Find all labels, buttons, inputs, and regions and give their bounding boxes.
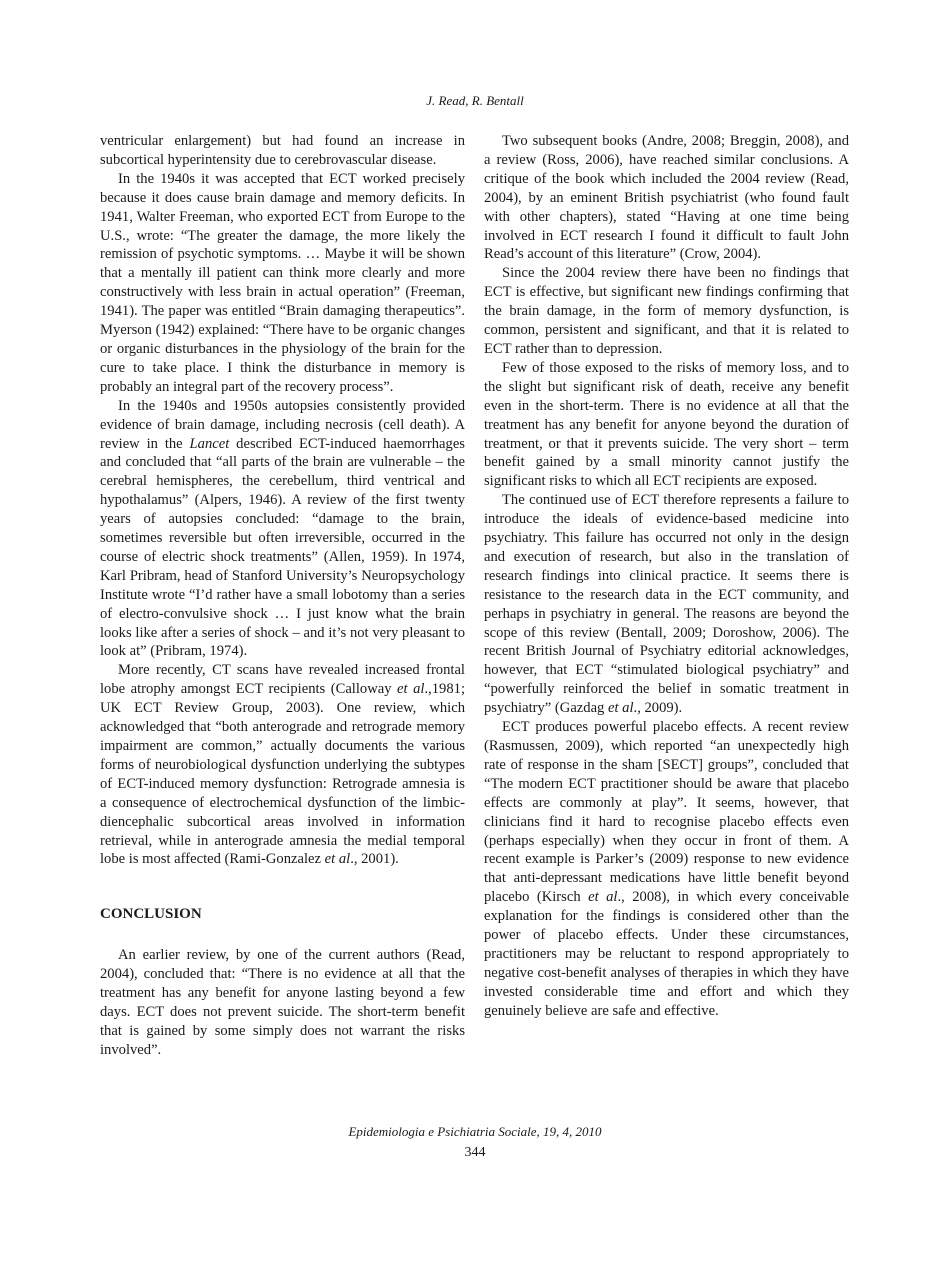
- paragraph: In the 1940s it was accepted that ECT worked precisely because it does cause brain damage and memory deficits. In 1941, Walter Freeman, who exported ECT from Europe to the U.S., wrote: “The greater the damage, the more likely the remission of psychotic symptoms. … Maybe it will be shown that a mentally ill patient can think more clearly and more constructively with less brain in actual operation” (Freeman, 1941). The paper was entitled “Brain damaging therapeutics”. Myerson (1942) explained: “There have to be organic changes or organic disturbances in the physiology of the brain for the cure to take place. I think the disturbance in memory is probably an integral part of the recovery process”.: [100, 170, 465, 395]
- italic-text: et al: [397, 681, 425, 698]
- left-column: [100, 132, 465, 1060]
- paragraph: Few of those exposed to the risks of memory loss, and to the slight but significant risk of death, receive any benefit even in the short-term. There is no evidence at all that the treatment has any benefit for anyone beyond the duration of treatment, or that it prevents suicide. The very short – term benefit gained by a small minority cannot justify the significant risks to which all ECT recipients are exposed.: [484, 359, 849, 490]
- journal-footer: Epidemiologia e Psichiatria Sociale, 19, 4, 2010: [348, 1124, 602, 1139]
- italic-text: et al: [324, 851, 351, 868]
- italic-text: et al: [588, 889, 618, 906]
- right-column: [484, 132, 849, 1021]
- page-number: 344: [464, 1145, 486, 1160]
- running-head: J. Read, R. Bentall: [426, 93, 524, 108]
- paragraph: [100, 397, 465, 662]
- paragraph: Since the 2004 review there have been no findings that ECT is effective, but significant new findings confirming that the brain damage, in the form of memory dysfunction, is common, persistent and significant, and that it is related to ECT rather than to depression.: [484, 265, 849, 357]
- text-span: More recently, CT scans have revealed increased frontal lobe atrophy amongst ECT recipients (Calloway: [100, 662, 465, 698]
- text-span: described ECT-induced haemorrhages and concluded that “all parts of the brain are vulnerable – the cerebral hemispheres, the cerebellum, third ventrical and hypothalamus” (Alpers, 1946). A review of the first twenty years of autopsies concluded: “damage to the brain, sometimes reversible but often irreversible, occurred in the course of electric shock treatments” (Allen, 1959). In 1974, Karl Pribram, head of Stanford University’s Neuropsychology Institute wrote “I’d rather have a small lobotomy than a series of electro-convulsive shock … I just know what the brain looks like after a series of shock – and it’s not very pleasant to look at” (Pribram, 1974).: [100, 435, 465, 660]
- text-span: ., 2001).: [350, 851, 399, 868]
- paragraph: [484, 491, 849, 718]
- text-span: ., 2009).: [633, 700, 683, 717]
- paragraph: [100, 661, 465, 869]
- text-span: ., 2008), in which every conceivable explanation for the findings is considered other than the power of placebo effects. Under these circumstances, practitioners may be reluctant to respond appropriately to negative cost-benefit analyses of therapies in which they have invested considerable time and effort and which they genuinely believe are safe and effective.: [484, 889, 849, 1019]
- text-span: .,1981; UK ECT Review Group, 2003). One review, which acknowledged that “both anterograde and retrograde memory impairment are common,” actually documents the various forms of neurobiological dysfunction underlying the subtypes of ECT-induced memory dysfunction: Retrograde amnesia is a consequence of electrochemical dysfunction of the limbic-diencephalic subcortical areas involved in information retrieval, while in anterograde amnesia the medial temporal lobe is most affected (Rami-Gonzalez: [100, 681, 465, 868]
- paragraph: An earlier review, by one of the current authors (Read, 2004), concluded that: “There is no evidence at all that the treatment has any benefit for anyone lasting beyond a few days. ECT does not prevent suicide. The short-term benefit that is gained by some simply does not warrant the risks involved”.: [100, 947, 465, 1058]
- paragraph: [484, 718, 849, 1021]
- section-heading: CONCLUSION: [100, 906, 202, 923]
- text-span: ECT produces powerful placebo effects. A recent review (Rasmussen, 2009), which reported “an unexpectedly high rate of response in the sham [SECT] groups”, concluded that “The modern ECT practitioner should be aware that placebo effects are commonly at play”. It seems, however, that clinicians find it hard to recognise placebo effects even (perhaps especially) when they occur in front of them. A recent example is Parker’s (2009) response to new evidence that anti-depressant medications have little benefit beyond placebo (Kirsch: [484, 719, 849, 906]
- italic-text: Lancet: [189, 435, 230, 452]
- text-span: In the 1940s and 1950s autopsies consistently provided evidence of brain damage, including necrosis (cell death). A review in the: [100, 397, 465, 452]
- paragraph: ventricular enlargement) but had found an increase in subcortical hyperintensity due to cerebrovascular disease.: [100, 133, 465, 168]
- text-span: The continued use of ECT therefore represents a failure to introduce the ideals of evidence-based medicine into psychiatry. This failure has occurred not only in the design and execution of research, but also in the translation of research findings into clinical practice. It seems there is resistance to the research data in the ECT community, and perhaps in psychiatry in general. The reasons are beyond the scope of this review (Bentall, 2009; Doroshow, 2006). The recent British Journal of Psychiatry editorial acknowledges, however, that ECT “stimulated biological psychiatry” and “powerfully reinforced the belief in somatic treatment in psychiatry” (Gazdag: [484, 492, 849, 717]
- italic-text: et al: [608, 700, 634, 717]
- paragraph: Two subsequent books (Andre, 2008; Breggin, 2008), and a review (Ross, 2006), have reached similar conclusions. A critique of the book which included the 2004 review (Read, 2004), by an eminent British psychiatrist (who found fault with other chapters), stated “Having at one time being involved in ECT research I found it difficult to fault John Read’s account of this literature” (Crow, 2004).: [484, 133, 849, 263]
